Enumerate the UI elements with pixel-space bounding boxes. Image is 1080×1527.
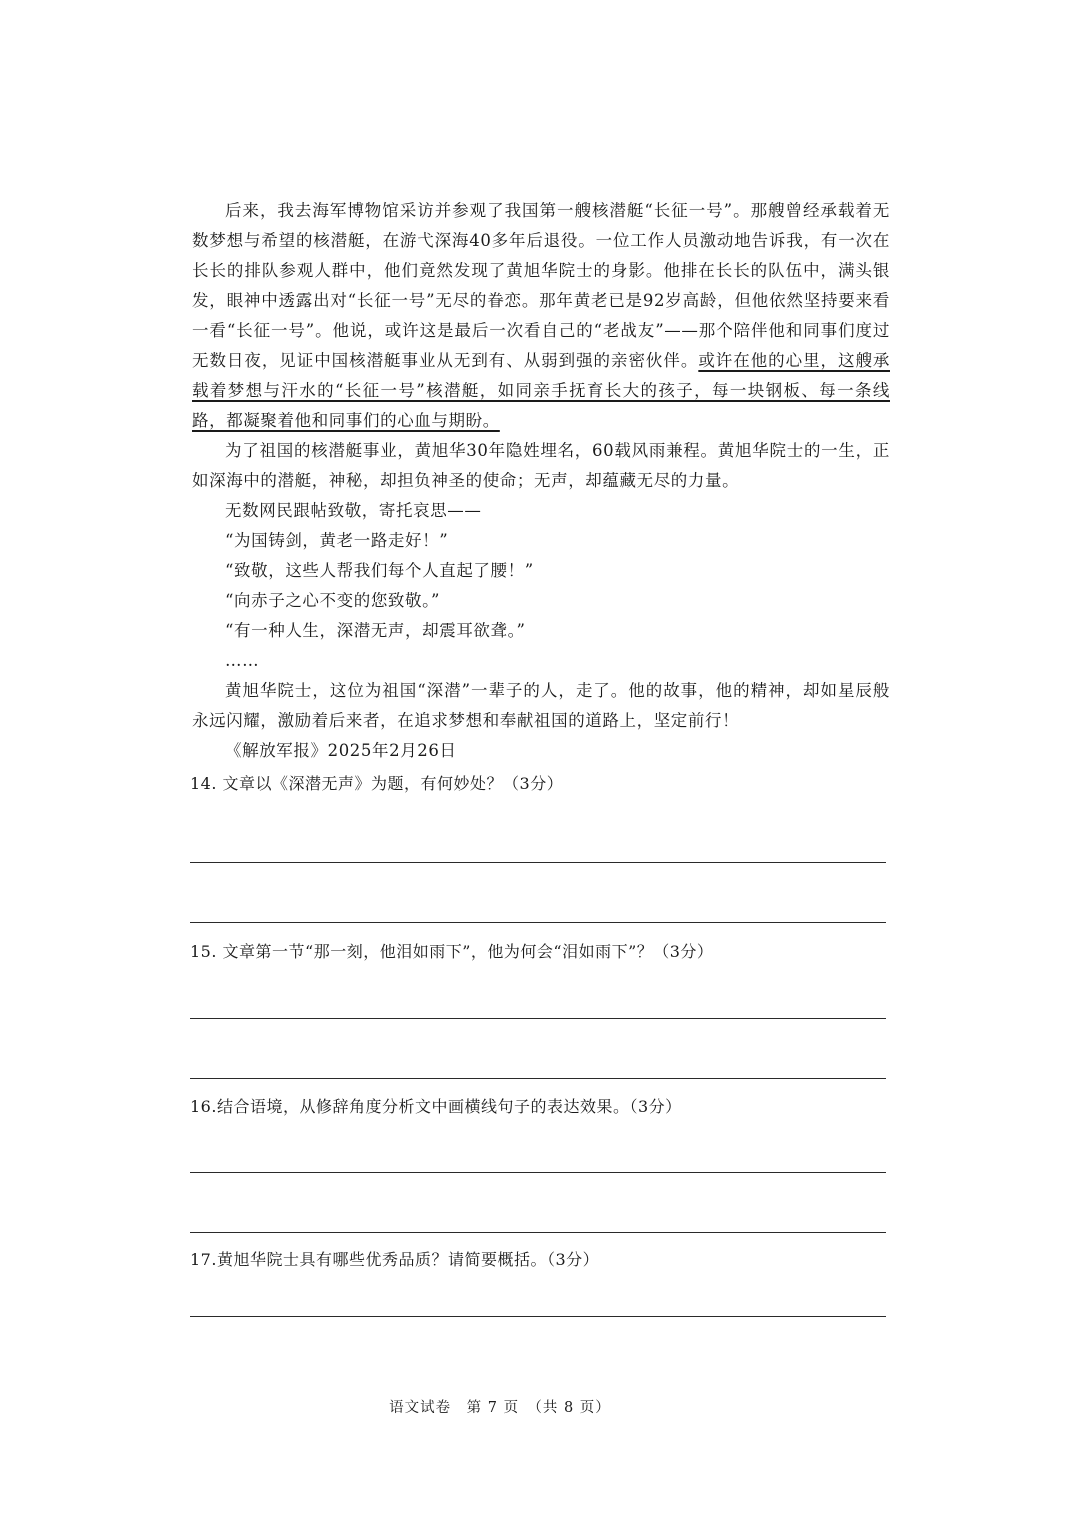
answer-line-16-2[interactable] <box>190 1232 886 1233</box>
question-17: 17.黄旭华院士具有哪些优秀品质？请简要概括。（3分） <box>190 1250 600 1269</box>
answer-line-16-1[interactable] <box>190 1172 886 1173</box>
paragraph-1-text: 后来，我去海军博物馆采访并参观了我国第一艘核潜艇“长征一号”。那艘曾经承载着无数梦想与希望的核潜艇，在游弋深海40多年后退役。一位工作人员激动地告诉我，有一次在长长的排队参观人群中，他们竟然发现了黄旭华院士的身影。他排在长长的队伍中，满头银发，眼神中透露出对“长征一号”无尽的眷恋。那年黄老已是92岁高龄，但他依然坚持要来看一看“长征一号”。他说，或许这是最后一次看自己的“老战友”——那个陪伴他和同事们度过无数日夜，见证中国核潜艇事业从无到有、从弱到强的亲密伙伴。 <box>192 201 890 370</box>
answer-line-15-1[interactable] <box>190 1018 886 1019</box>
question-14: 14. 文章以《深潜无声》为题，有何妙处？（3分） <box>190 774 564 793</box>
passage-paragraph-3: 无数网民跟帖致敬，寄托哀思—— <box>225 501 482 520</box>
article-source: 《解放军报》2025年2月26日 <box>225 741 457 760</box>
passage-paragraph-2: 为了祖国的核潜艇事业，黄旭华30年隐姓埋名，60载风雨兼程。黄旭华院士的一生，正如深海中的潜艇，神秘，却担负神圣的使命；无声，却蕴藏无尽的力量。 <box>192 441 890 490</box>
answer-line-14-1[interactable] <box>190 862 886 863</box>
netizen-quote-1: “为国铸剑，黄老一路走好！” <box>225 531 449 550</box>
netizen-quote-2: “致敬，这些人帮我们每个人直起了腰！” <box>225 561 534 580</box>
passage-paragraph-4: 黄旭华院士，这位为祖国“深潜”一辈子的人，走了。他的故事，他的精神，却如星辰般永远闪耀，激励着后来者，在追求梦想和奉献祖国的道路上，坚定前行！ <box>192 681 890 730</box>
answer-line-14-2[interactable] <box>190 922 886 923</box>
underlined-sentence: 或许在他的心里，这艘承载着梦想与汗水的“长征一号”核潜艇，如同亲手抚育长大的孩子，每一块钢板、每一条线路，都凝聚着他和同事们的心血与期盼。 <box>192 351 890 430</box>
page-footer: 语文试卷 第 7 页 （共 8 页） <box>389 1400 611 1416</box>
netizen-quote-3: “向赤子之心不变的您致敬。” <box>225 591 441 610</box>
question-15: 15. 文章第一节“那一刻，他泪如雨下”，他为何会“泪如雨下”？（3分） <box>190 942 714 961</box>
passage-paragraph-1 <box>192 196 890 436</box>
answer-line-17-1[interactable] <box>190 1316 886 1317</box>
reading-passage <box>192 196 890 766</box>
answer-line-15-2[interactable] <box>190 1078 886 1079</box>
ellipsis: …… <box>225 651 260 670</box>
netizen-quote-4: “有一种人生，深潜无声，却震耳欲聋。” <box>225 621 526 640</box>
question-16: 16.结合语境，从修辞角度分析文中画横线句子的表达效果。（3分） <box>190 1097 682 1116</box>
